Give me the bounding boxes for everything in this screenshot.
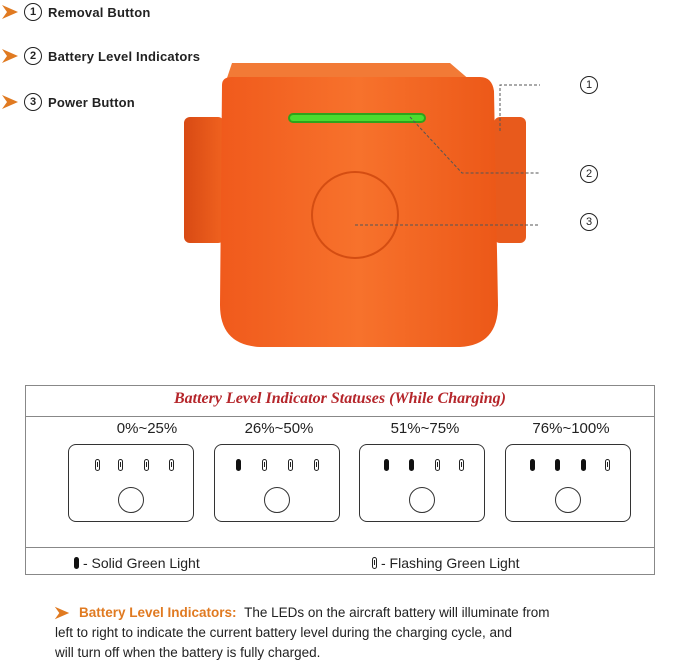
led-flashing <box>605 459 610 471</box>
callout-power-button: 3 <box>580 213 598 231</box>
range-label: 0%~25% <box>116 420 178 437</box>
battery-level-card <box>359 444 485 522</box>
battery-status-panel <box>25 385 655 575</box>
battery-level-note <box>55 603 645 663</box>
legend-item-removal <box>0 1 150 23</box>
led-solid <box>581 459 586 471</box>
battery-level-card <box>505 444 631 522</box>
callout-battery-level: 2 <box>580 165 598 183</box>
range-label: 26%~50% <box>244 420 314 437</box>
legend-item-battery-level <box>0 45 200 67</box>
key-solid-label: - Solid Green Light <box>83 555 200 571</box>
arrow-icon <box>0 2 20 22</box>
key-solid <box>74 555 200 571</box>
led-solid <box>236 459 241 471</box>
range-label: 51%~75% <box>390 420 460 437</box>
led-flashing <box>435 459 440 471</box>
legend-number: 2 <box>24 47 42 65</box>
led-flashing <box>288 459 293 471</box>
led-flashing <box>144 459 149 471</box>
status-panel-title: Battery Level Indicator Statuses (While Charging) <box>173 390 506 407</box>
led-solid <box>384 459 389 471</box>
led-solid-icon <box>74 557 79 569</box>
battery-led-strip <box>290 115 424 121</box>
led-flashing <box>459 459 464 471</box>
led-solid <box>409 459 414 471</box>
power-button-icon <box>264 487 290 513</box>
battery-level-card <box>68 444 194 522</box>
callout-removal-button: 1 <box>580 76 598 94</box>
range-label: 76%~100% <box>532 420 610 437</box>
arrow-icon <box>0 92 20 112</box>
legend-label: Power Button <box>48 94 135 110</box>
key-flashing-label: - Flashing Green Light <box>381 555 520 571</box>
key-flashing <box>372 555 520 571</box>
led-flashing <box>262 459 267 471</box>
led-flashing <box>169 459 174 471</box>
divider <box>26 547 654 548</box>
battery-illustration <box>180 55 540 355</box>
led-solid <box>530 459 535 471</box>
led-flashing <box>118 459 123 471</box>
arrow-icon <box>0 46 20 66</box>
legend-label: Battery Level Indicators <box>48 48 201 64</box>
left-grip <box>184 117 224 243</box>
note-line-2: left to right to indicate the current battery level during the charging cycle, and <box>55 625 513 640</box>
power-button-icon <box>118 487 144 513</box>
led-solid <box>555 459 560 471</box>
led-flashing <box>95 459 100 471</box>
note-line-1: The LEDs on the aircraft battery will illuminate from <box>244 605 550 620</box>
note-title: Battery Level Indicators: <box>79 605 237 620</box>
battery-level-card <box>214 444 340 522</box>
power-button-icon <box>409 487 435 513</box>
legend-label: Removal Button <box>48 4 151 20</box>
power-button-icon <box>555 487 581 513</box>
legend-number: 1 <box>24 3 42 21</box>
divider <box>26 416 654 417</box>
legend-number: 3 <box>24 93 42 111</box>
led-flashing <box>314 459 319 471</box>
right-grip <box>494 117 526 243</box>
led-flashing-icon <box>372 557 377 569</box>
note-line-3: will turn off when the battery is fully charged. <box>55 645 321 660</box>
legend-item-power <box>0 91 135 113</box>
